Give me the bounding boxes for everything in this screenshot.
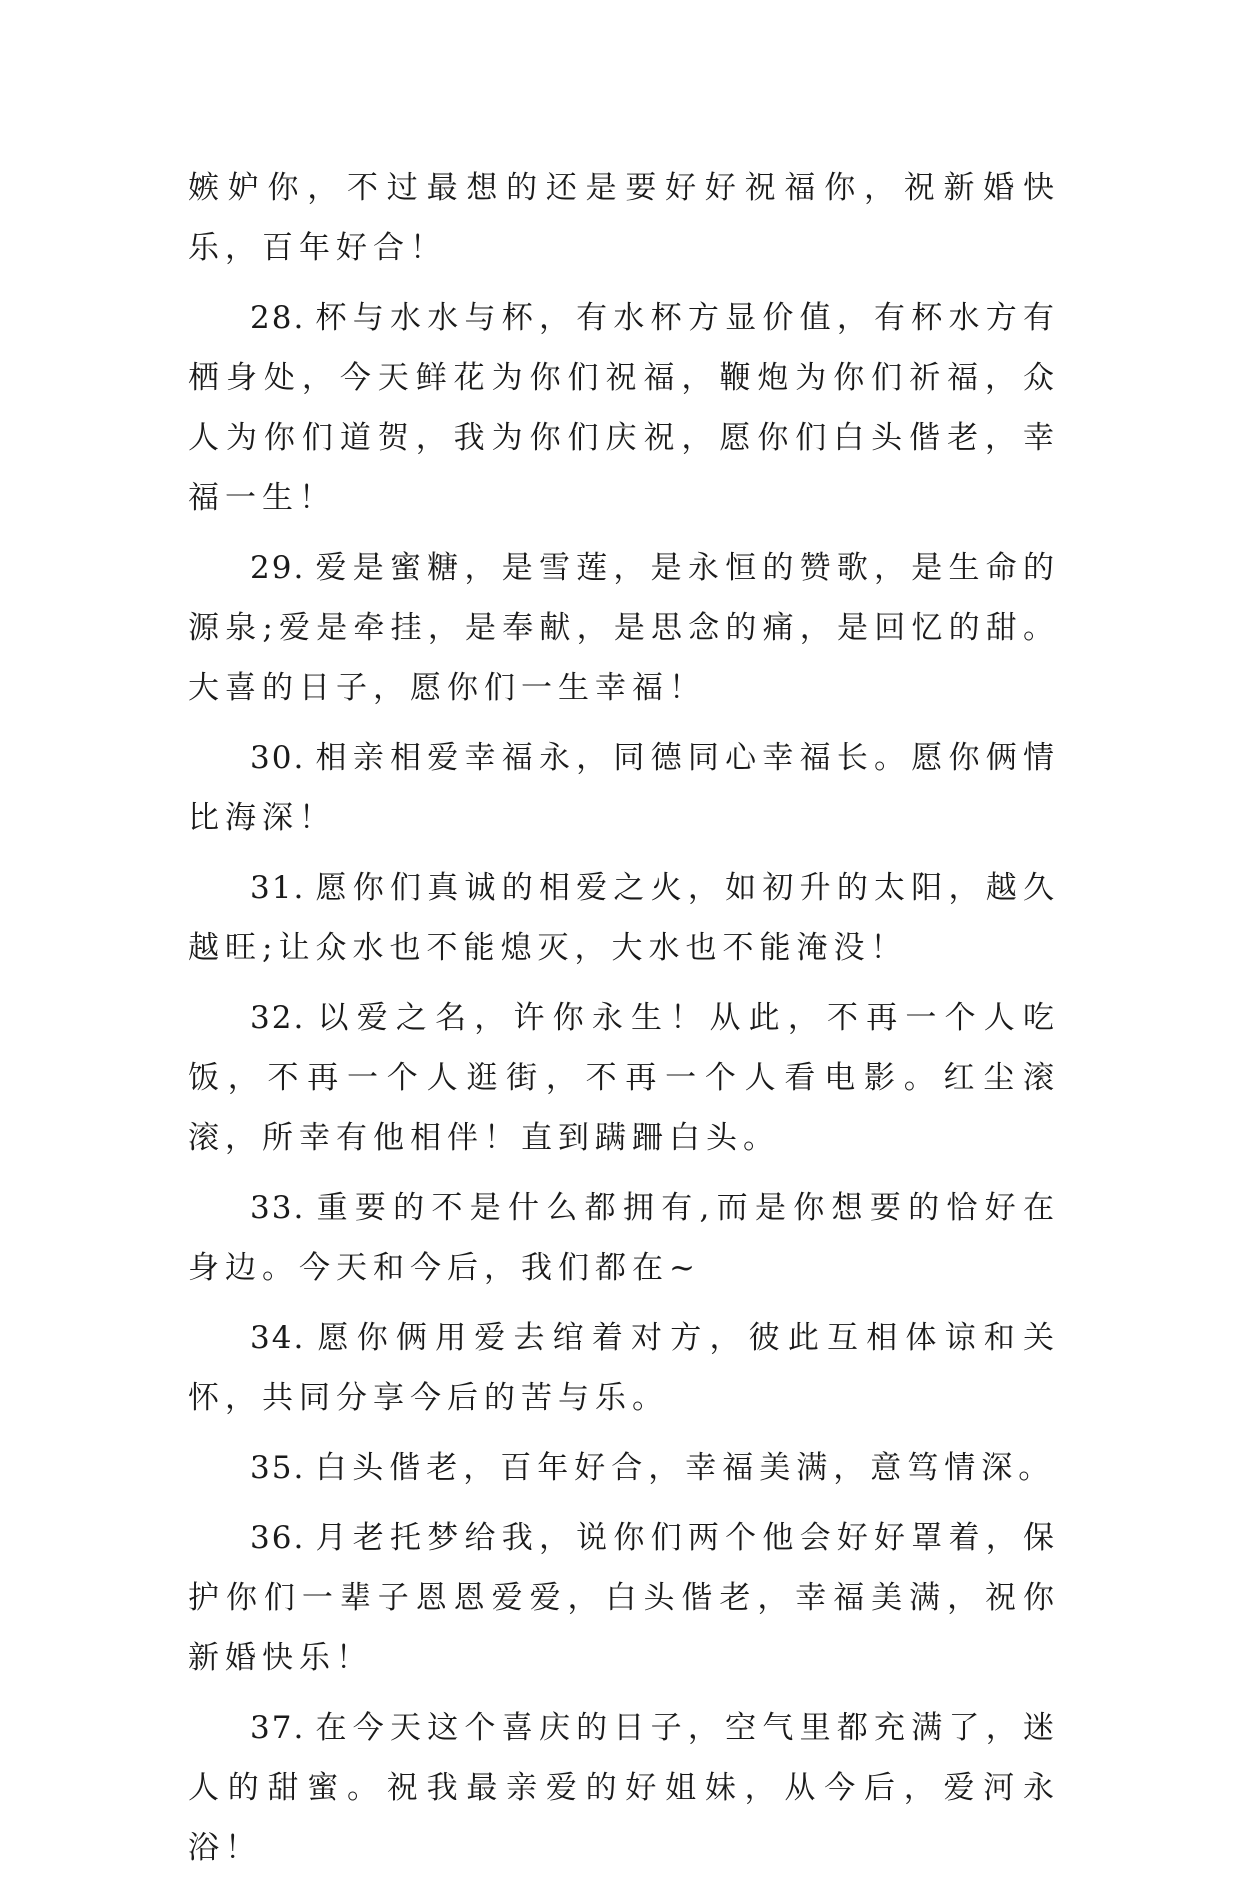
paragraph-continued (188, 158, 1060, 278)
paragraph-text: 嫉妒你，不过最想的还是要好好祝福你，祝新婚快乐，百年好合！ (188, 170, 1060, 266)
paragraph-29 (188, 538, 1060, 718)
paragraph-text: 以爱之名，许你永生！从此，不再一个人吃饭，不再一个人逛街，不再一个人看电影。红尘滚滚，所幸有他相伴！直到蹒跚白头。 (188, 1000, 1060, 1156)
document-body (188, 158, 1060, 1888)
paragraph-35 (188, 1438, 1060, 1498)
paragraph-36 (188, 1508, 1060, 1688)
paragraph-number: 33. (250, 1190, 306, 1226)
paragraph-text: 相亲相爱幸福永，同德同心幸福长。愿你俩情比海深！ (188, 740, 1060, 836)
paragraph-text: 月老托梦给我，说你们两个他会好好罩着，保护你们一辈子恩恩爱爱，白头偕老，幸福美满，祝你新婚快乐！ (188, 1520, 1060, 1676)
paragraph-text: 爱是蜜糖，是雪莲，是永恒的赞歌，是生命的源泉;爱是牵挂，是奉献，是思念的痛，是回忆的甜。大喜的日子，愿你们一生幸福！ (188, 550, 1060, 706)
paragraph-number: 28. (250, 300, 306, 336)
paragraph-text: 重要的不是什么都拥有,而是你想要的恰好在身边。今天和今后，我们都在~ (188, 1190, 1060, 1286)
paragraph-33 (188, 1178, 1060, 1298)
paragraph-number: 34. (250, 1320, 306, 1356)
paragraph-number: 32. (250, 1000, 306, 1036)
paragraph-number: 36. (250, 1520, 306, 1556)
paragraph-28 (188, 288, 1060, 528)
paragraph-text: 白头偕老，百年好合，幸福美满，意笃情深。 (315, 1450, 1056, 1486)
paragraph-31 (188, 858, 1060, 978)
paragraph-text: 在今天这个喜庆的日子，空气里都充满了，迷人的甜蜜。祝我最亲爱的好姐妹，从今后，爱河永浴！ (188, 1710, 1060, 1866)
paragraph-32 (188, 988, 1060, 1168)
paragraph-text: 杯与水水与杯，有水杯方显价值，有杯水方有栖身处，今天鲜花为你们祝福，鞭炮为你们祈福，众人为你们道贺，我为你们庆祝，愿你们白头偕老，幸福一生！ (188, 300, 1060, 516)
paragraph-number: 30. (250, 740, 306, 776)
paragraph-37 (188, 1698, 1060, 1878)
paragraph-text: 愿你俩用爱去绾着对方，彼此互相体谅和关怀，共同分享今后的苦与乐。 (188, 1320, 1060, 1416)
paragraph-number: 35. (250, 1450, 306, 1486)
paragraph-text: 愿你们真诚的相爱之火，如初升的太阳，越久越旺;让众水也不能熄灭，大水也不能淹没！ (188, 870, 1060, 966)
paragraph-number: 37. (250, 1710, 306, 1746)
paragraph-30 (188, 728, 1060, 848)
paragraph-number: 29. (250, 550, 306, 586)
paragraph-number: 31. (250, 870, 306, 906)
paragraph-34 (188, 1308, 1060, 1428)
